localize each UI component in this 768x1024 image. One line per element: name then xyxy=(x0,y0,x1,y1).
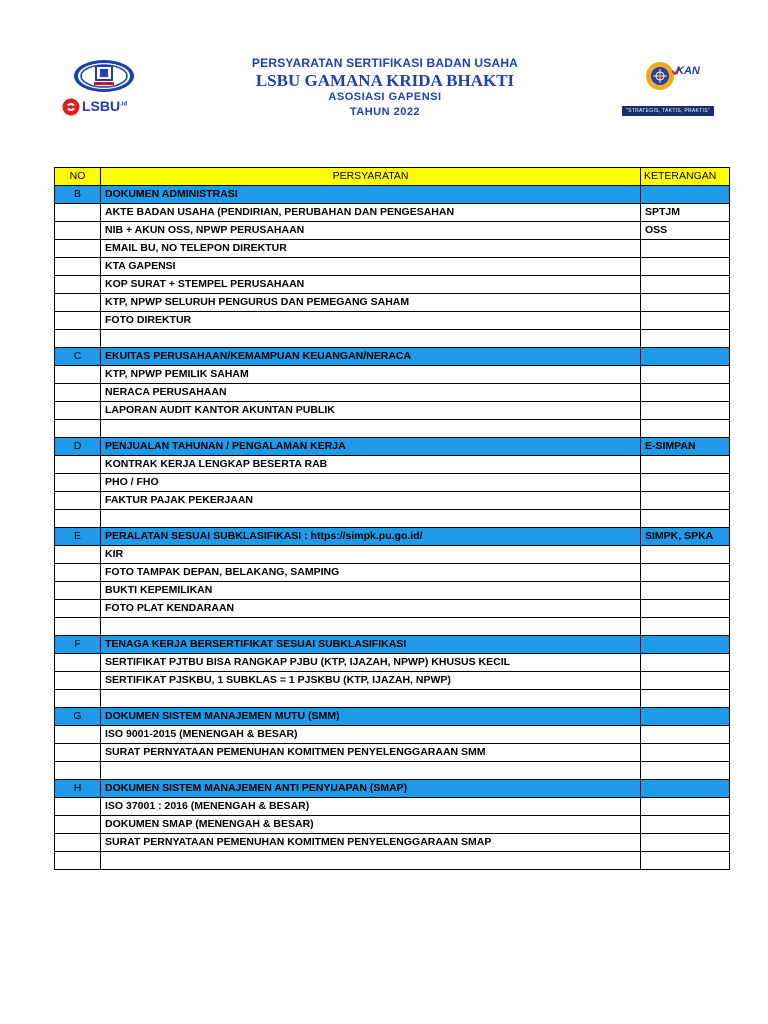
requirement-cell: SURAT PERNYATAAN PEMENUHAN KOMITMEN PENYELENGGARAAN SMAP xyxy=(101,834,641,852)
note-cell xyxy=(641,834,730,852)
requirement-cell: AKTE BADAN USAHA (PENDIRIAN, PERUBAHAN DAN PENGESAHAN xyxy=(101,204,641,222)
no-cell xyxy=(55,744,101,762)
title-line-3: ASOSIASI GAPENSI xyxy=(328,91,442,103)
requirement-cell xyxy=(101,762,641,780)
title-block xyxy=(190,56,580,119)
table-row xyxy=(55,744,730,762)
requirement-cell: ISO 9001-2015 (MENENGAH & BESAR) xyxy=(101,726,641,744)
note-cell xyxy=(641,312,730,330)
table-row xyxy=(55,294,730,312)
no-cell xyxy=(55,222,101,240)
requirement-cell: DOKUMEN SISTEM MANAJEMEN ANTI PENYUAPAN (SMAP) xyxy=(101,780,641,798)
no-cell: B xyxy=(55,186,101,204)
requirement-cell xyxy=(101,618,641,636)
section-row xyxy=(55,438,730,456)
no-cell xyxy=(55,420,101,438)
no-cell xyxy=(55,816,101,834)
table-row xyxy=(55,258,730,276)
note-cell xyxy=(641,708,730,726)
section-row xyxy=(55,708,730,726)
table-row xyxy=(55,654,730,672)
table-row xyxy=(55,240,730,258)
no-cell xyxy=(55,564,101,582)
note-cell xyxy=(641,654,730,672)
no-cell xyxy=(55,294,101,312)
requirement-cell: BUKTI KEPEMILIKAN xyxy=(101,582,641,600)
gear-globe-icon xyxy=(644,60,676,92)
requirement-cell: KTP, NPWP PEMILIK SAHAM xyxy=(101,366,641,384)
section-row xyxy=(55,528,730,546)
note-cell xyxy=(641,744,730,762)
note-cell xyxy=(641,510,730,528)
note-cell xyxy=(641,690,730,708)
note-cell: E-SIMPAN xyxy=(641,438,730,456)
note-cell xyxy=(641,402,730,420)
table-row xyxy=(55,564,730,582)
no-cell xyxy=(55,366,101,384)
gapensi-emblem-icon xyxy=(72,58,136,94)
note-cell xyxy=(641,798,730,816)
no-cell: E xyxy=(55,528,101,546)
section-row xyxy=(55,186,730,204)
no-cell xyxy=(55,384,101,402)
requirement-cell: PERALATAN SESUAI SUBKLASIFIKASI : https://simpk.pu.go.id/ xyxy=(101,528,641,546)
no-cell xyxy=(55,798,101,816)
note-cell xyxy=(641,258,730,276)
requirement-cell xyxy=(101,330,641,348)
note-cell: OSS xyxy=(641,222,730,240)
note-cell xyxy=(641,564,730,582)
note-cell xyxy=(641,618,730,636)
no-cell xyxy=(55,312,101,330)
requirement-cell: DOKUMEN SISTEM MANAJEMEN MUTU (SMM) xyxy=(101,708,641,726)
lsbu-logo-text: $LSBU^{.id}$ xyxy=(82,98,128,114)
requirement-cell: FOTO TAMPAK DEPAN, BELAKANG, SAMPING xyxy=(101,564,641,582)
no-cell xyxy=(55,726,101,744)
no-cell: D xyxy=(55,438,101,456)
no-cell xyxy=(55,672,101,690)
requirement-cell: EKUITAS PERUSAHAAN/KEMAMPUAN KEUANGAN/NERACA xyxy=(101,348,641,366)
note-cell xyxy=(641,816,730,834)
requirement-cell: DOKUMEN ADMINISTRASI xyxy=(101,186,641,204)
table-row xyxy=(55,456,730,474)
requirement-cell: PENJUALAN TAHUNAN / PENGALAMAN KERJA xyxy=(101,438,641,456)
note-cell xyxy=(641,456,730,474)
right-logos xyxy=(642,58,722,94)
no-cell xyxy=(55,276,101,294)
no-cell xyxy=(55,582,101,600)
note-cell xyxy=(641,330,730,348)
requirement-cell: KTA GAPENSI xyxy=(101,258,641,276)
requirement-cell: EMAIL BU, NO TELEPON DIREKTUR xyxy=(101,240,641,258)
table-row xyxy=(55,402,730,420)
table-row xyxy=(55,492,730,510)
table-header-row xyxy=(55,168,730,186)
no-cell xyxy=(55,762,101,780)
blank-row xyxy=(55,420,730,438)
column-header-no: NO xyxy=(55,168,101,186)
requirement-cell: DOKUMEN SMAP (MENENGAH & BESAR) xyxy=(101,816,641,834)
note-cell xyxy=(641,726,730,744)
section-row xyxy=(55,636,730,654)
note-cell xyxy=(641,474,730,492)
note-cell xyxy=(641,276,730,294)
requirements-table xyxy=(54,167,730,870)
table-row xyxy=(55,798,730,816)
no-cell xyxy=(55,510,101,528)
no-cell: C xyxy=(55,348,101,366)
note-cell xyxy=(641,762,730,780)
note-cell xyxy=(641,582,730,600)
note-cell xyxy=(641,780,730,798)
lsbu-mark-icon xyxy=(62,98,80,116)
tagline-banner: "STRATEGIS, TAKTIS, PRAKTIS" xyxy=(622,106,714,116)
requirement-cell: TENAGA KERJA BERSERTIFIKAT SESUAI SUBKLASIFIKASI xyxy=(101,636,641,654)
requirement-cell: SURAT PERNYATAAN PEMENUHAN KOMITMEN PENYELENGGARAAN SMM xyxy=(101,744,641,762)
blank-row xyxy=(55,618,730,636)
note-cell xyxy=(641,294,730,312)
note-cell: SPTJM xyxy=(641,204,730,222)
requirement-cell: FOTO PLAT KENDARAAN xyxy=(101,600,641,618)
table-row xyxy=(55,672,730,690)
note-cell xyxy=(641,492,730,510)
no-cell xyxy=(55,834,101,852)
requirement-cell xyxy=(101,852,641,870)
table-row xyxy=(55,204,730,222)
kan-logo-text: KAN xyxy=(676,65,700,77)
no-cell xyxy=(55,852,101,870)
lsbu-logo xyxy=(62,97,152,119)
note-cell xyxy=(641,240,730,258)
table-row xyxy=(55,366,730,384)
no-cell xyxy=(55,258,101,276)
column-header-requirement: PERSYARATAN xyxy=(101,168,641,186)
table-row xyxy=(55,600,730,618)
table-row xyxy=(55,834,730,852)
note-cell xyxy=(641,600,730,618)
blank-row xyxy=(55,852,730,870)
no-cell: G xyxy=(55,708,101,726)
no-cell xyxy=(55,330,101,348)
requirement-cell: SERTIFIKAT PJTBU BISA RANGKAP PJBU (KTP, IJAZAH, NPWP) KHUSUS KECIL xyxy=(101,654,641,672)
no-cell xyxy=(55,240,101,258)
note-cell xyxy=(641,546,730,564)
no-cell xyxy=(55,600,101,618)
table-row xyxy=(55,582,730,600)
requirement-cell xyxy=(101,420,641,438)
title-line-1: PERSYARATAN SERTIFIKASI BADAN USAHA xyxy=(251,56,519,70)
table-row xyxy=(55,474,730,492)
title-line-4: TAHUN 2022 xyxy=(349,106,421,118)
requirement-cell: KIR xyxy=(101,546,641,564)
requirement-cell: FAKTUR PAJAK PEKERJAAN xyxy=(101,492,641,510)
no-cell xyxy=(55,402,101,420)
note-cell xyxy=(641,420,730,438)
requirement-cell: KONTRAK KERJA LENGKAP BESERTA RAB xyxy=(101,456,641,474)
no-cell xyxy=(55,654,101,672)
note-cell xyxy=(641,186,730,204)
section-row xyxy=(55,780,730,798)
requirement-cell: NIB + AKUN OSS, NPWP PERUSAHAAN xyxy=(101,222,641,240)
title-line-2: LSBU GAMANA KRIDA BHAKTI xyxy=(255,71,515,90)
requirement-cell: FOTO DIREKTUR xyxy=(101,312,641,330)
requirement-cell: ISO 37001 : 2016 (MENENGAH & BESAR) xyxy=(101,798,641,816)
table-row xyxy=(55,546,730,564)
requirement-cell: NERACA PERUSAHAAN xyxy=(101,384,641,402)
note-cell: SIMPK, SPKA xyxy=(641,528,730,546)
note-cell xyxy=(641,636,730,654)
blank-row xyxy=(55,330,730,348)
requirement-cell: KOP SURAT + STEMPEL PERUSAHAAN xyxy=(101,276,641,294)
table-row xyxy=(55,222,730,240)
no-cell: H xyxy=(55,780,101,798)
note-cell xyxy=(641,852,730,870)
blank-row xyxy=(55,690,730,708)
requirement-cell xyxy=(101,510,641,528)
note-cell xyxy=(641,384,730,402)
requirement-cell: PHO / FHO xyxy=(101,474,641,492)
table-row xyxy=(55,276,730,294)
note-cell xyxy=(641,366,730,384)
section-row xyxy=(55,348,730,366)
table-row xyxy=(55,312,730,330)
note-cell xyxy=(641,348,730,366)
table-row xyxy=(55,816,730,834)
table-row xyxy=(55,726,730,744)
note-cell xyxy=(641,672,730,690)
no-cell: F xyxy=(55,636,101,654)
no-cell xyxy=(55,492,101,510)
blank-row xyxy=(55,510,730,528)
requirement-cell: KTP, NPWP SELURUH PENGURUS DAN PEMEGANG SAHAM xyxy=(101,294,641,312)
blank-row xyxy=(55,762,730,780)
no-cell xyxy=(55,456,101,474)
requirement-cell: LAPORAN AUDIT KANTOR AKUNTAN PUBLIK xyxy=(101,402,641,420)
table-row xyxy=(55,384,730,402)
no-cell xyxy=(55,618,101,636)
requirement-cell xyxy=(101,690,641,708)
no-cell xyxy=(55,690,101,708)
document-header xyxy=(0,0,768,140)
no-cell xyxy=(55,474,101,492)
no-cell xyxy=(55,546,101,564)
column-header-note: KETERANGAN xyxy=(641,168,730,186)
requirement-cell: SERTIFIKAT PJSKBU, 1 SUBKLAS = 1 PJSKBU (KTP, IJAZAH, NPWP) xyxy=(101,672,641,690)
no-cell xyxy=(55,204,101,222)
